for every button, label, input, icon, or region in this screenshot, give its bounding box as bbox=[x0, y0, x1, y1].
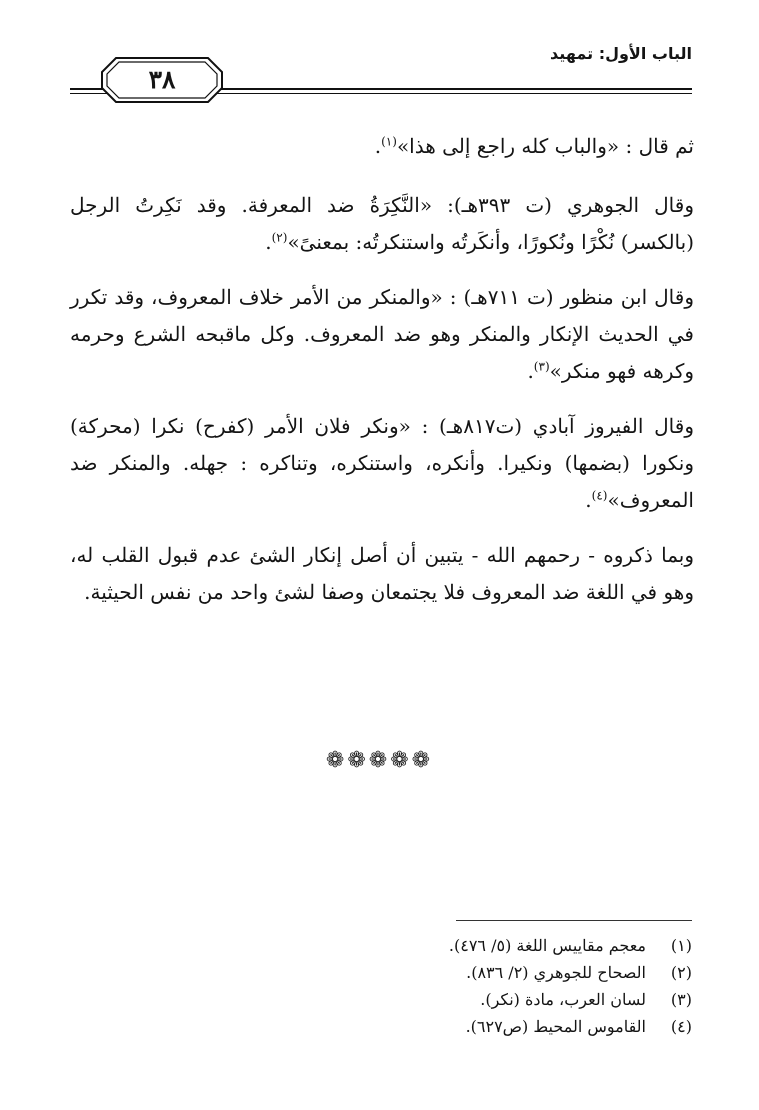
footnote-number: (٢) bbox=[670, 963, 692, 982]
paragraph-text: وقال الفيروز آبادي (ت٨١٧هـ) : «ونكر فلان الأمر (كفرح) نكرا (محركة) ونكورا (بضمها) ونكيرا. وأنكره، واستنكره، وتناكره : جهله. والمنكر ضد المعروف» bbox=[70, 414, 694, 512]
footnote-ref: (٣) bbox=[533, 359, 550, 374]
footnote bbox=[300, 932, 692, 959]
paragraph-text: وبما ذكروه - رحمهم الله - يتبين أن أصل إنكار الشئ عدم قبول القلب له، وهو في اللغة ضد المعروف فلا يجتمعان وصفا لشئ واحد من نفس الحيثية. bbox=[70, 543, 694, 604]
paragraph bbox=[70, 128, 694, 165]
footnote-number: (١) bbox=[670, 936, 692, 955]
footnote-text: القاموس المحيط (ص٦٢٧). bbox=[465, 1017, 646, 1036]
paragraph-end: . bbox=[265, 230, 272, 254]
chapter-title: الباب الأول: تمهيد bbox=[550, 44, 692, 63]
paragraph-text: وقال الجوهري (ت ٣٩٣هـ): «النَّكِرَةُ ضد المعرفة. وقد نَكِرتُ الرجل (بالكسر) نُكْرًا ونُكورًا، وأنكَرتُه واستنكرتُه: بمعنىً» bbox=[70, 193, 694, 254]
footnote-text: لسان العرب، مادة (نكر). bbox=[480, 990, 646, 1009]
paragraph-end: . bbox=[527, 359, 534, 383]
footnote-ref: (٤) bbox=[591, 488, 608, 503]
footnote-ref: (٢) bbox=[271, 230, 288, 245]
footnote-text: الصحاح للجوهري (٢/ ٨٣٦). bbox=[466, 963, 646, 982]
paragraph-text: وقال ابن منظور (ت ٧١١هـ) : «والمنكر من الأمر خلاف المعروف، وقد تكرر في الحديث الإنكار والمنكر وهو ضد المعروف. وكل ماقبحه الشرع وحرمه وكرهه فهو منكر» bbox=[70, 285, 694, 383]
footnote-text: معجم مقاييس اللغة (٥/ ٤٧٦). bbox=[448, 936, 646, 955]
footnote-number: (٣) bbox=[670, 990, 692, 1009]
footnote-rule bbox=[456, 920, 692, 921]
footnote-ref: (١) bbox=[381, 134, 397, 149]
page-number-badge bbox=[100, 56, 224, 104]
paragraph-end: . bbox=[585, 488, 592, 512]
paragraph bbox=[70, 187, 694, 261]
footnote-number: (٤) bbox=[670, 1017, 692, 1036]
footnote bbox=[300, 959, 692, 986]
ornament-separator: ❁❁❁❁❁ bbox=[325, 748, 434, 773]
paragraph-end: . bbox=[374, 134, 382, 158]
footnote bbox=[300, 986, 692, 1013]
paragraph bbox=[70, 279, 694, 390]
page-number: ٣٨ bbox=[148, 65, 176, 94]
main-text bbox=[70, 128, 694, 629]
paragraph-text: ثم قال : «والباب كله راجع إلى هذا» bbox=[396, 134, 694, 158]
paragraph bbox=[70, 537, 694, 611]
paragraph bbox=[70, 408, 694, 519]
page-header bbox=[70, 40, 692, 110]
footnotes bbox=[300, 932, 692, 1040]
footnote bbox=[300, 1013, 692, 1040]
